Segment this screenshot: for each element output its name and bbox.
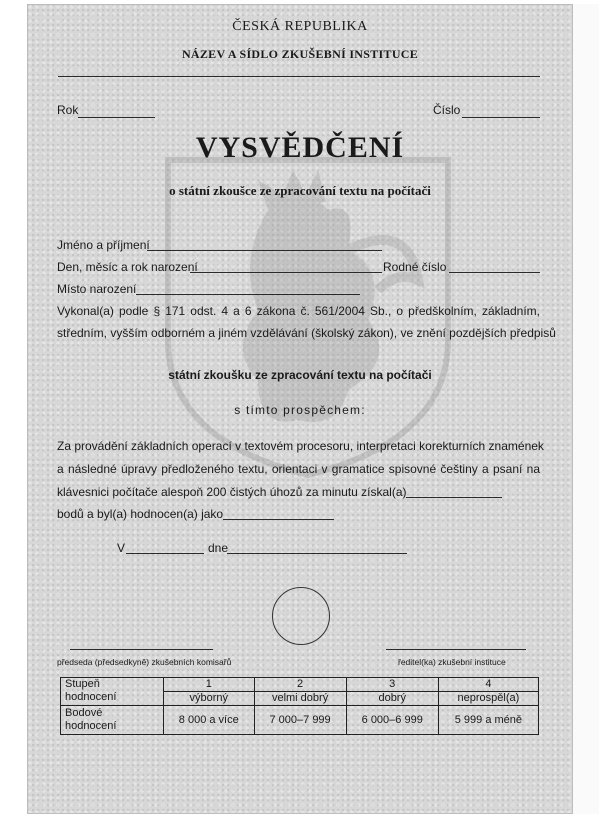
birth-number-field[interactable] <box>449 272 540 273</box>
date-field[interactable] <box>227 553 407 554</box>
points-row <box>61 706 539 735</box>
points-range-3: 6 000–6 999 <box>346 706 438 735</box>
grade-number-3: 3 <box>346 678 438 692</box>
country-heading: ČESKÁ REPUBLIKA <box>232 19 368 34</box>
law-text-line-2: středním, vyšším odborném a jiném vzdělávání (školský zákon), ve znění pozdějších předpisů <box>57 326 556 340</box>
chair-signature-line[interactable] <box>70 649 213 650</box>
chair-signature-label: předseda (předsedkyně) zkušebních komisařů <box>57 657 232 667</box>
points-row-label <box>61 706 164 735</box>
grade-row-label <box>61 678 164 706</box>
points-range-1: 8 000 a více <box>164 706 255 735</box>
grade-row <box>61 678 539 692</box>
name-label: Jméno a příjmení <box>57 238 150 252</box>
result-text-line-3: klávesnici počítače alespoň 200 čistých úhozů za minutu získal(a) <box>57 485 407 499</box>
page-edge <box>573 4 599 814</box>
grade-name-4: neprospěl(a) <box>438 692 538 706</box>
grade-row-label-line-2: hodnocení <box>65 691 117 703</box>
birthplace-field[interactable] <box>136 294 360 295</box>
year-field[interactable] <box>78 117 155 118</box>
exam-name: státní zkoušku ze zpracování textu na počítači <box>168 368 432 382</box>
grade-name-2: velmi dobrý <box>254 692 346 706</box>
number-label: Číslo <box>433 103 461 117</box>
official-stamp-circle <box>272 587 330 645</box>
grade-number-1: 1 <box>164 678 255 692</box>
institution-heading: NÁZEV A SÍDLO ZKUŠEBNÍ INSTITUCE <box>181 47 419 61</box>
header-divider <box>58 76 540 77</box>
place-label: V <box>117 541 126 555</box>
director-signature-line[interactable] <box>386 649 526 650</box>
date-label: dne <box>208 541 229 555</box>
name-field[interactable] <box>147 250 382 251</box>
grade-number-2: 2 <box>254 678 346 692</box>
birth-date-label: Den, měsíc a rok narození <box>57 260 198 274</box>
points-field[interactable] <box>406 497 502 498</box>
grade-field[interactable] <box>223 519 334 520</box>
result-text-line-2: a následné úpravy předloženého textu, orientaci v gramatice spisovné češtiny a psaní na <box>57 462 540 476</box>
number-field[interactable] <box>462 117 540 118</box>
grades-table <box>60 677 539 735</box>
points-range-2: 7 000–7 999 <box>254 706 346 735</box>
grade-row-label-line-1: Stupeň <box>65 678 100 690</box>
director-signature-label: ředitel(ka) zkušební instituce <box>398 657 506 667</box>
grade-number-4: 4 <box>438 678 538 692</box>
points-row-label-line-2: hodnocení <box>65 720 117 732</box>
points-range-4: 5 999 a méně <box>438 706 538 735</box>
year-label: Rok <box>57 103 79 117</box>
points-row-label-line-1: Bodové <box>65 707 103 719</box>
result-text-line-1: Za provádění základních operací v textovém procesoru, interpretaci korekturních znamének <box>57 439 544 453</box>
grade-name-3: dobrý <box>346 692 438 706</box>
birth-number-label: Rodné číslo <box>383 260 447 274</box>
grade-name-1: výborný <box>164 692 255 706</box>
result-text-line-4: bodů a byl(a) hodnocen(a) jako <box>57 507 224 521</box>
document-subtitle: o státní zkoušce ze zpracování textu na počítači <box>169 183 431 198</box>
result-intro: s tímto prospěchem: <box>234 403 366 417</box>
place-field[interactable] <box>126 553 204 554</box>
law-text-line-1: Vykonal(a) podle § 171 odst. 4 a 6 zákona č. 561/2004 Sb., o předškolním, základním, <box>57 304 540 318</box>
birth-date-field[interactable] <box>190 272 382 273</box>
document-title: VYSVĚDČENÍ <box>195 131 405 164</box>
birthplace-label: Místo narození <box>57 282 137 296</box>
